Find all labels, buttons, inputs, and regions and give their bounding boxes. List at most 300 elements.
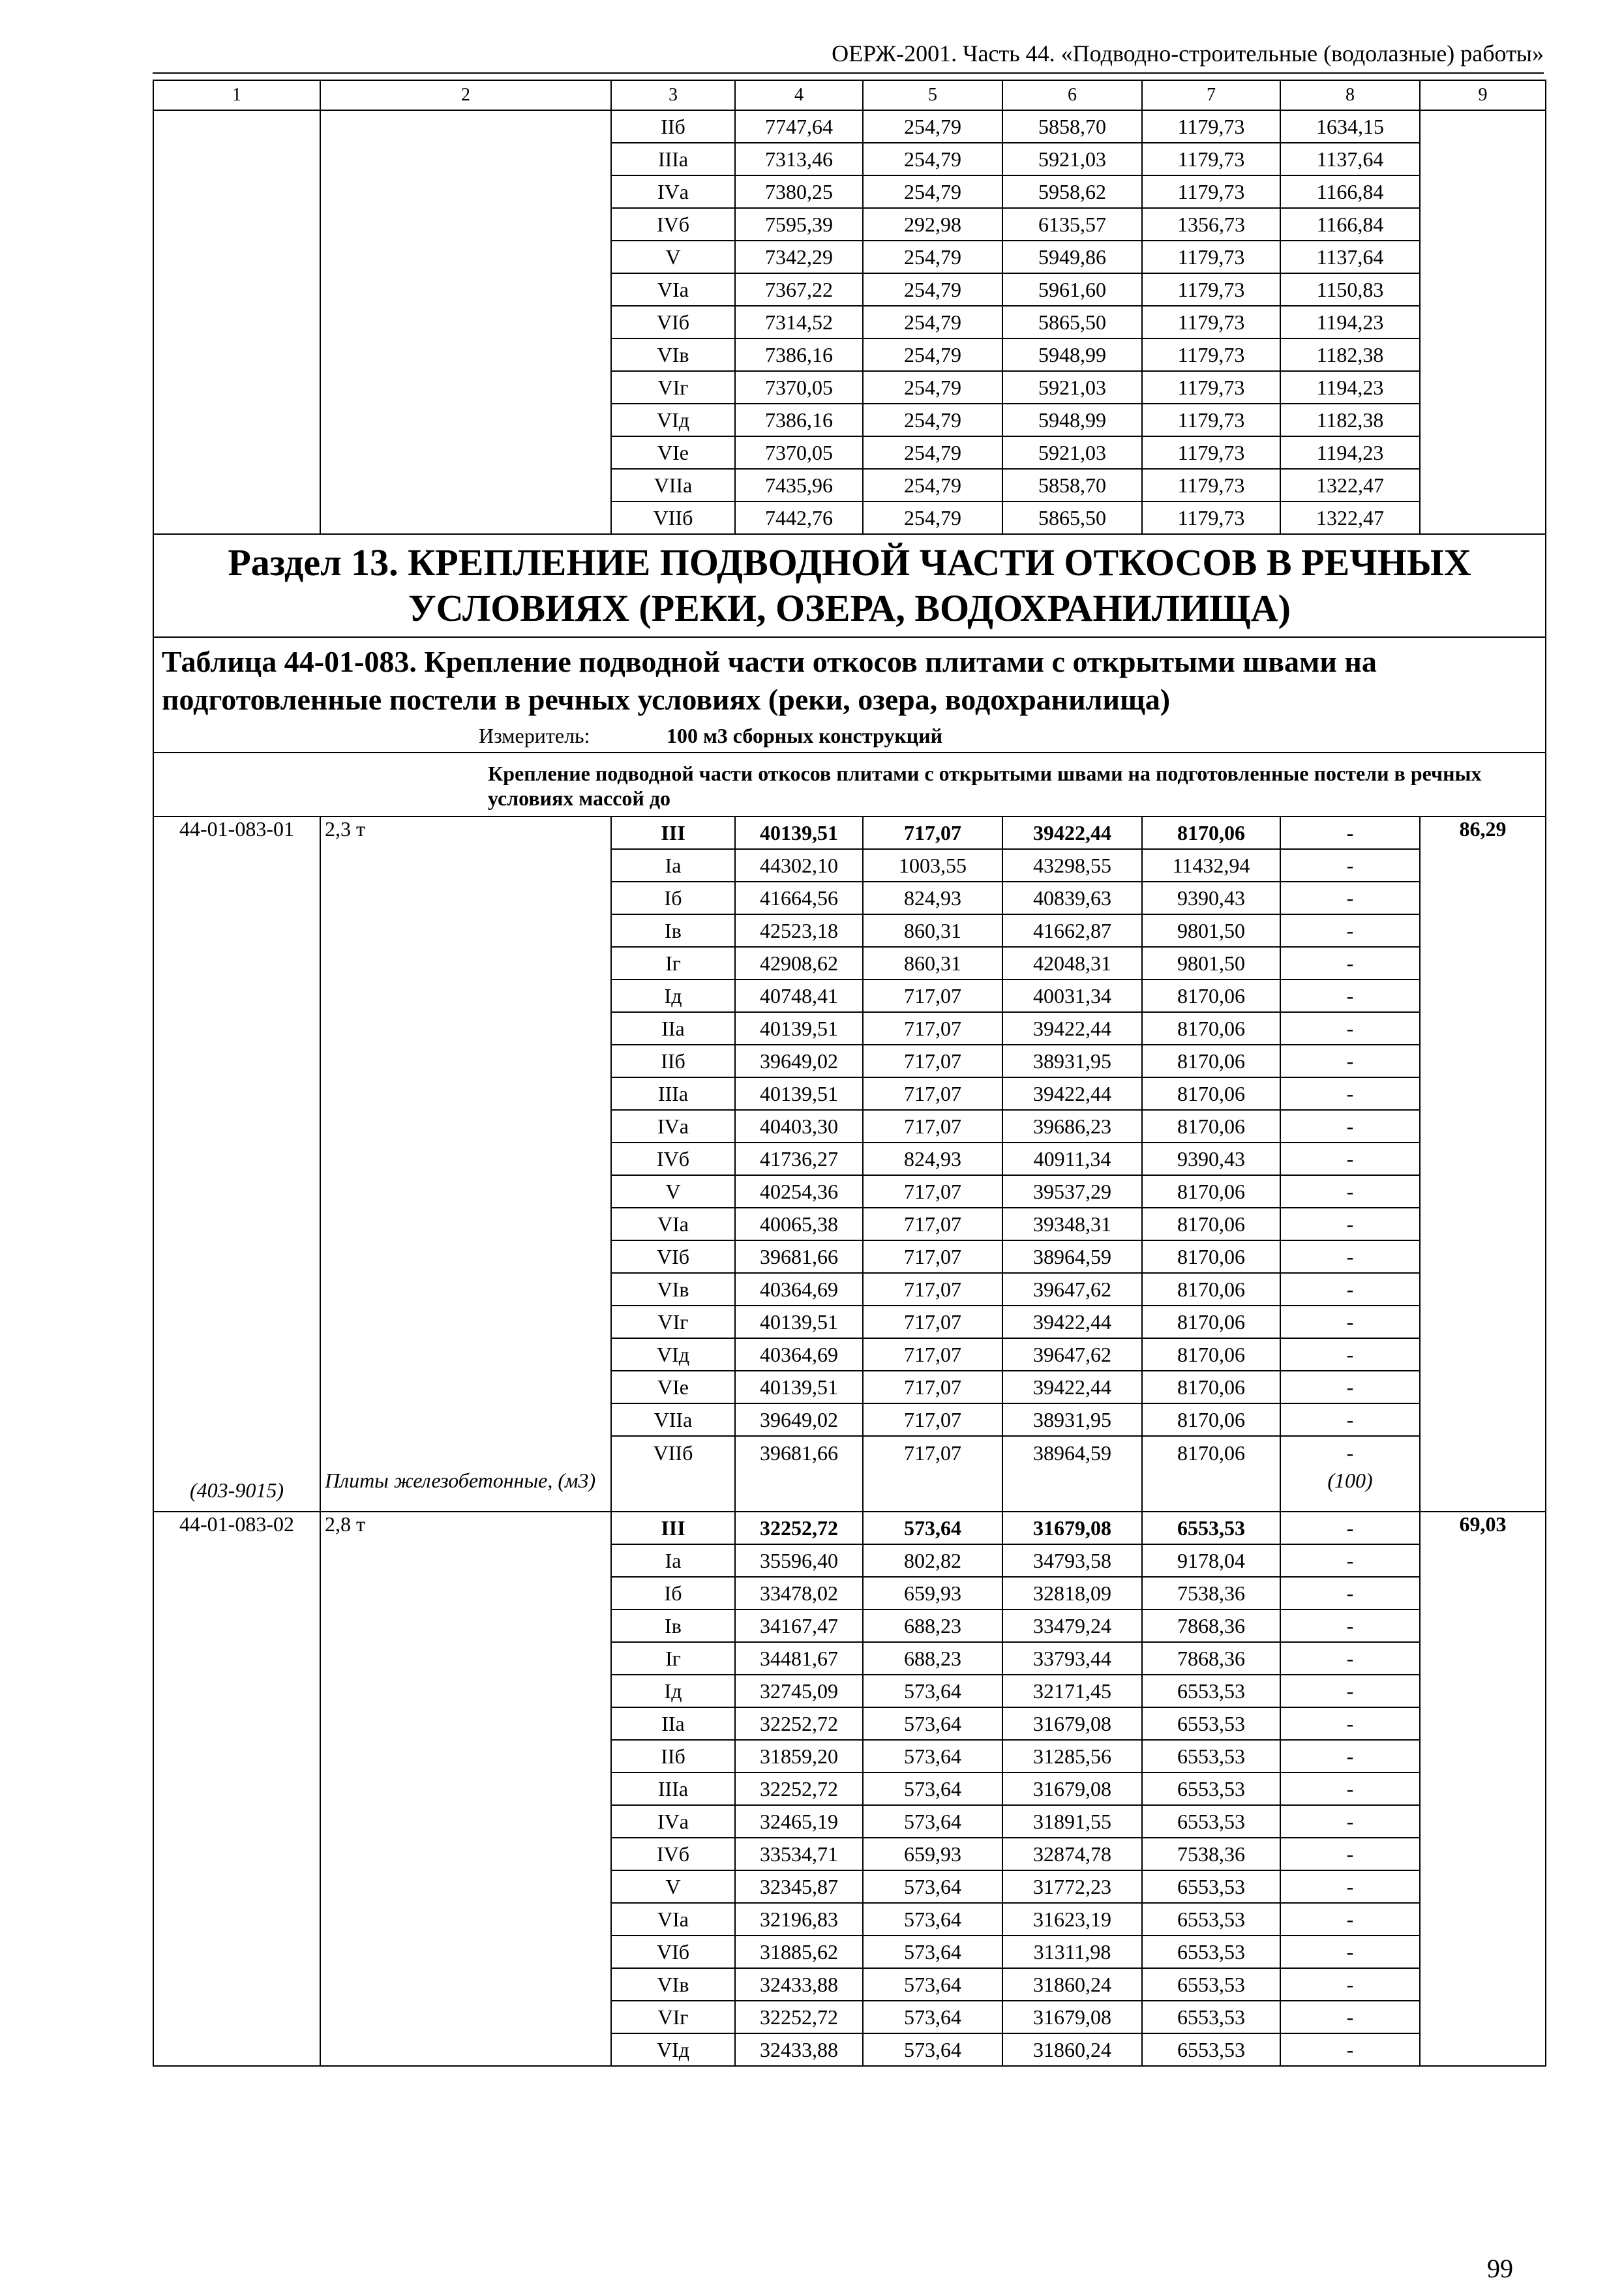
zone-cell: VIе xyxy=(611,436,735,469)
column-number: 7 xyxy=(1142,80,1280,110)
operator-wages-cell: 1179,73 xyxy=(1142,143,1280,175)
machines-cell: 39537,29 xyxy=(1002,1175,1142,1208)
operator-wages-cell: 6553,53 xyxy=(1142,2033,1280,2066)
machines-cell: 6135,57 xyxy=(1002,208,1142,241)
zone-cell: IVа xyxy=(611,1110,735,1143)
operator-wages-cell: 8170,06 xyxy=(1142,1208,1280,1240)
wages-cell: 254,79 xyxy=(863,469,1002,501)
direct-cost-cell: 35596,40 xyxy=(735,1544,863,1577)
zone-cell: VIIа xyxy=(611,1403,735,1436)
materials-cell: - xyxy=(1280,1012,1420,1045)
zone-cell: IVа xyxy=(611,175,735,208)
table-row xyxy=(153,1512,1546,1544)
zone-cell: Iа xyxy=(611,1544,735,1577)
operator-wages-cell: 8170,06 xyxy=(1142,1012,1280,1045)
direct-cost-cell: 32252,72 xyxy=(735,1773,863,1805)
machines-cell: 31679,08 xyxy=(1002,1773,1142,1805)
operator-wages-cell: 6553,53 xyxy=(1142,1675,1280,1707)
operator-wages-cell: 6553,53 xyxy=(1142,1968,1280,2001)
machines-cell: 31860,24 xyxy=(1002,2033,1142,2066)
direct-cost-cell: 32745,09 xyxy=(735,1675,863,1707)
machines-cell: 31891,55 xyxy=(1002,1805,1142,1838)
operator-wages-cell: 8170,06 xyxy=(1142,1045,1280,1077)
wages-cell: 717,07 xyxy=(863,1045,1002,1077)
header-rule xyxy=(153,72,1544,74)
operator-wages-cell: 8170,06 xyxy=(1142,1110,1280,1143)
machines-cell: 5961,60 xyxy=(1002,273,1142,306)
zone-cell: V xyxy=(611,1175,735,1208)
empty-cell xyxy=(735,1469,863,1512)
wages-cell: 717,07 xyxy=(863,1240,1002,1273)
section-row xyxy=(153,534,1546,637)
materials-cell: - xyxy=(1280,882,1420,914)
direct-cost-cell: 41664,56 xyxy=(735,882,863,914)
operator-wages-cell: 1179,73 xyxy=(1142,175,1280,208)
operator-wages-cell: 1179,73 xyxy=(1142,436,1280,469)
table-row xyxy=(153,816,1546,849)
machines-cell: 5865,50 xyxy=(1002,501,1142,534)
wages-cell: 573,64 xyxy=(863,1805,1002,1838)
wages-cell: 717,07 xyxy=(863,1273,1002,1306)
operator-wages-cell: 1179,73 xyxy=(1142,338,1280,371)
wages-cell: 254,79 xyxy=(863,110,1002,143)
zone-cell: IIб xyxy=(611,1045,735,1077)
machines-cell: 38964,59 xyxy=(1002,1436,1142,1469)
machines-cell: 39348,31 xyxy=(1002,1208,1142,1240)
machines-cell: 5948,99 xyxy=(1002,404,1142,436)
materials-cell: - xyxy=(1280,1306,1420,1338)
wages-cell: 659,93 xyxy=(863,1838,1002,1870)
materials-cell: - xyxy=(1280,1609,1420,1642)
machines-cell: 5921,03 xyxy=(1002,143,1142,175)
measure-value: 100 м3 сборных конструкций xyxy=(667,723,943,747)
machines-cell: 39422,44 xyxy=(1002,1371,1142,1403)
zone-cell: VIг xyxy=(611,371,735,404)
wages-cell: 717,07 xyxy=(863,1371,1002,1403)
zone-cell: VIа xyxy=(611,1903,735,1936)
operator-wages-cell: 1179,73 xyxy=(1142,404,1280,436)
column-number: 8 xyxy=(1280,80,1420,110)
direct-cost-cell: 7386,16 xyxy=(735,338,863,371)
materials-cell: - xyxy=(1280,1512,1420,1544)
operator-wages-cell: 7868,36 xyxy=(1142,1642,1280,1675)
operator-wages-cell: 6553,53 xyxy=(1142,2001,1280,2033)
operator-wages-cell: 8170,06 xyxy=(1142,1273,1280,1306)
materials-cell: - xyxy=(1280,1740,1420,1773)
direct-cost-cell: 7314,52 xyxy=(735,306,863,338)
direct-cost-cell: 7435,96 xyxy=(735,469,863,501)
zone-cell: III xyxy=(611,1512,735,1544)
wages-cell: 573,64 xyxy=(863,2033,1002,2066)
zone-cell: Iд xyxy=(611,980,735,1012)
direct-cost-cell: 7313,46 xyxy=(735,143,863,175)
direct-cost-cell: 34481,67 xyxy=(735,1642,863,1675)
zone-cell: VIд xyxy=(611,2033,735,2066)
table-title-row xyxy=(153,637,1546,719)
direct-cost-cell: 40139,51 xyxy=(735,1306,863,1338)
direct-cost-cell: 40254,36 xyxy=(735,1175,863,1208)
direct-cost-cell: 32465,19 xyxy=(735,1805,863,1838)
machines-cell: 41662,87 xyxy=(1002,914,1142,947)
wages-cell: 802,82 xyxy=(863,1544,1002,1577)
operator-wages-cell: 1179,73 xyxy=(1142,306,1280,338)
code-cell: 44-01-083-01 xyxy=(153,816,320,1469)
operator-wages-cell: 1179,73 xyxy=(1142,241,1280,273)
direct-cost-cell: 40364,69 xyxy=(735,1338,863,1371)
materials-cell: - xyxy=(1280,1338,1420,1371)
wages-cell: 717,07 xyxy=(863,1110,1002,1143)
operator-wages-cell: 8170,06 xyxy=(1142,1403,1280,1436)
operator-wages-cell: 8170,06 xyxy=(1142,980,1280,1012)
direct-cost-cell: 39681,66 xyxy=(735,1240,863,1273)
wages-cell: 717,07 xyxy=(863,1208,1002,1240)
material-qty: (100) xyxy=(1280,1469,1420,1512)
measure-cell xyxy=(153,719,1546,753)
materials-cell: - xyxy=(1280,947,1420,980)
materials-cell: - xyxy=(1280,1870,1420,1903)
zone-cell: IIIа xyxy=(611,1773,735,1805)
materials-cell: - xyxy=(1280,1403,1420,1436)
wages-cell: 573,64 xyxy=(863,1870,1002,1903)
direct-cost-cell: 7380,25 xyxy=(735,175,863,208)
direct-cost-cell: 31885,62 xyxy=(735,1936,863,1968)
wages-cell: 824,93 xyxy=(863,882,1002,914)
operator-wages-cell: 6553,53 xyxy=(1142,1707,1280,1740)
materials-cell: - xyxy=(1280,980,1420,1012)
measure-row xyxy=(153,719,1546,753)
column-number: 9 xyxy=(1420,80,1546,110)
materials-cell: 1166,84 xyxy=(1280,175,1420,208)
operator-wages-cell: 6553,53 xyxy=(1142,1805,1280,1838)
zone-cell: IIIа xyxy=(611,1077,735,1110)
wages-cell: 717,07 xyxy=(863,1403,1002,1436)
machines-cell: 5858,70 xyxy=(1002,469,1142,501)
zone-cell: VIб xyxy=(611,1936,735,1968)
machines-cell: 34793,58 xyxy=(1002,1544,1142,1577)
materials-cell: - xyxy=(1280,1045,1420,1077)
machines-cell: 31679,08 xyxy=(1002,1512,1142,1544)
page-number: 99 xyxy=(1487,2254,1513,2283)
materials-cell: - xyxy=(1280,1936,1420,1968)
zone-cell: Iа xyxy=(611,849,735,882)
wages-cell: 573,64 xyxy=(863,1936,1002,1968)
measure-label: Измеритель: xyxy=(479,723,590,747)
materials-cell: 1322,47 xyxy=(1280,469,1420,501)
machines-cell: 5958,62 xyxy=(1002,175,1142,208)
materials-cell: - xyxy=(1280,1838,1420,1870)
column-number: 4 xyxy=(735,80,863,110)
zone-cell: Iб xyxy=(611,882,735,914)
empty-cell xyxy=(863,1469,1002,1512)
table-row xyxy=(153,110,1546,143)
operator-wages-cell: 9801,50 xyxy=(1142,914,1280,947)
rates-table xyxy=(153,80,1546,2067)
direct-cost-cell: 40748,41 xyxy=(735,980,863,1012)
machines-cell: 5921,03 xyxy=(1002,371,1142,404)
material-row xyxy=(153,1469,1546,1512)
materials-cell: 1166,84 xyxy=(1280,208,1420,241)
zone-cell: VIб xyxy=(611,1240,735,1273)
zone-cell: VIд xyxy=(611,404,735,436)
mass-cell: 2,8 т xyxy=(320,1512,611,2066)
machines-cell: 31679,08 xyxy=(1002,2001,1142,2033)
machines-cell: 43298,55 xyxy=(1002,849,1142,882)
zone-cell: VIIб xyxy=(611,501,735,534)
column-number: 1 xyxy=(153,80,320,110)
wages-cell: 254,79 xyxy=(863,306,1002,338)
wages-cell: 573,64 xyxy=(863,1903,1002,1936)
wages-cell: 1003,55 xyxy=(863,849,1002,882)
direct-cost-cell: 39681,66 xyxy=(735,1436,863,1469)
wages-cell: 254,79 xyxy=(863,143,1002,175)
materials-cell: - xyxy=(1280,1143,1420,1175)
zone-cell: VIв xyxy=(611,1968,735,2001)
machines-cell: 31679,08 xyxy=(1002,1707,1142,1740)
zone-cell: Iв xyxy=(611,1609,735,1642)
materials-cell: - xyxy=(1280,1577,1420,1609)
direct-cost-cell: 32252,72 xyxy=(735,1512,863,1544)
wages-cell: 573,64 xyxy=(863,1512,1002,1544)
machines-cell: 39647,62 xyxy=(1002,1273,1142,1306)
machines-cell: 31285,56 xyxy=(1002,1740,1142,1773)
code-cell: 44-01-083-02 xyxy=(153,1512,320,2066)
column-number: 3 xyxy=(611,80,735,110)
materials-cell: - xyxy=(1280,914,1420,947)
operator-wages-cell: 9178,04 xyxy=(1142,1544,1280,1577)
zone-cell: IVб xyxy=(611,1143,735,1175)
materials-cell: 1150,83 xyxy=(1280,273,1420,306)
machines-cell: 39647,62 xyxy=(1002,1338,1142,1371)
materials-cell: - xyxy=(1280,816,1420,849)
zone-cell: IIIа xyxy=(611,143,735,175)
machines-cell: 5865,50 xyxy=(1002,306,1142,338)
machines-cell: 39422,44 xyxy=(1002,1306,1142,1338)
wages-cell: 688,23 xyxy=(863,1642,1002,1675)
column-number: 6 xyxy=(1002,80,1142,110)
wages-cell: 717,07 xyxy=(863,1338,1002,1371)
materials-cell: - xyxy=(1280,1371,1420,1403)
direct-cost-cell: 42523,18 xyxy=(735,914,863,947)
materials-cell: 1634,15 xyxy=(1280,110,1420,143)
zone-cell: Iг xyxy=(611,947,735,980)
materials-cell: - xyxy=(1280,1544,1420,1577)
wages-cell: 254,79 xyxy=(863,371,1002,404)
labor-cell: 69,03 xyxy=(1420,1512,1546,2066)
direct-cost-cell: 32433,88 xyxy=(735,1968,863,2001)
zone-cell: V xyxy=(611,241,735,273)
direct-cost-cell: 33534,71 xyxy=(735,1838,863,1870)
operator-wages-cell: 8170,06 xyxy=(1142,1371,1280,1403)
operator-wages-cell: 6553,53 xyxy=(1142,1512,1280,1544)
machines-cell: 32874,78 xyxy=(1002,1838,1142,1870)
materials-cell: - xyxy=(1280,1436,1420,1469)
machines-cell: 32171,45 xyxy=(1002,1675,1142,1707)
empty-cell xyxy=(1002,1469,1142,1512)
wages-cell: 254,79 xyxy=(863,404,1002,436)
operator-wages-cell: 1179,73 xyxy=(1142,371,1280,404)
materials-cell: 1137,64 xyxy=(1280,143,1420,175)
machines-cell: 40911,34 xyxy=(1002,1143,1142,1175)
wages-cell: 860,31 xyxy=(863,947,1002,980)
direct-cost-cell: 44302,10 xyxy=(735,849,863,882)
machines-cell: 40839,63 xyxy=(1002,882,1142,914)
operator-wages-cell: 1179,73 xyxy=(1142,469,1280,501)
zone-cell: VIд xyxy=(611,1338,735,1371)
work-description: Крепление подводной части откосов плитами с открытыми швами на подготовленные постели в речных условиях массой до xyxy=(153,753,1546,816)
materials-cell: 1182,38 xyxy=(1280,404,1420,436)
wages-cell: 254,79 xyxy=(863,273,1002,306)
machines-cell: 39422,44 xyxy=(1002,1077,1142,1110)
direct-cost-cell: 32252,72 xyxy=(735,2001,863,2033)
operator-wages-cell: 7868,36 xyxy=(1142,1609,1280,1642)
operator-wages-cell: 8170,06 xyxy=(1142,1077,1280,1110)
materials-cell: 1182,38 xyxy=(1280,338,1420,371)
operator-wages-cell: 9390,43 xyxy=(1142,882,1280,914)
zone-cell: IVб xyxy=(611,208,735,241)
wages-cell: 717,07 xyxy=(863,1436,1002,1469)
page-header: ОЕРЖ-2001. Часть 44. «Подводно-строительные (водолазные) работы» xyxy=(832,40,1544,67)
direct-cost-cell: 7747,64 xyxy=(735,110,863,143)
zone-cell: IVб xyxy=(611,1838,735,1870)
direct-cost-cell: 31859,20 xyxy=(735,1740,863,1773)
wages-cell: 254,79 xyxy=(863,241,1002,273)
direct-cost-cell: 42908,62 xyxy=(735,947,863,980)
materials-cell: 1137,64 xyxy=(1280,241,1420,273)
machines-cell: 38931,95 xyxy=(1002,1403,1142,1436)
operator-wages-cell: 8170,06 xyxy=(1142,1306,1280,1338)
materials-cell: - xyxy=(1280,849,1420,882)
wages-cell: 717,07 xyxy=(863,1077,1002,1110)
wages-cell: 717,07 xyxy=(863,816,1002,849)
operator-wages-cell: 8170,06 xyxy=(1142,1240,1280,1273)
operator-wages-cell: 7538,36 xyxy=(1142,1838,1280,1870)
wages-cell: 254,79 xyxy=(863,338,1002,371)
operator-wages-cell: 1179,73 xyxy=(1142,273,1280,306)
machines-cell: 40031,34 xyxy=(1002,980,1142,1012)
direct-cost-cell: 7367,22 xyxy=(735,273,863,306)
machines-cell: 31623,19 xyxy=(1002,1903,1142,1936)
wages-cell: 573,64 xyxy=(863,1675,1002,1707)
code-cell xyxy=(153,110,320,534)
direct-cost-cell: 39649,02 xyxy=(735,1403,863,1436)
machines-cell: 39422,44 xyxy=(1002,816,1142,849)
zone-cell: V xyxy=(611,1870,735,1903)
direct-cost-cell: 40364,69 xyxy=(735,1273,863,1306)
zone-cell: Iд xyxy=(611,1675,735,1707)
wages-cell: 254,79 xyxy=(863,501,1002,534)
operator-wages-cell: 6553,53 xyxy=(1142,1740,1280,1773)
name-cell xyxy=(320,110,611,534)
zone-cell: VIг xyxy=(611,1306,735,1338)
machines-cell: 42048,31 xyxy=(1002,947,1142,980)
materials-cell: - xyxy=(1280,1208,1420,1240)
direct-cost-cell: 7386,16 xyxy=(735,404,863,436)
zone-cell: Iб xyxy=(611,1577,735,1609)
materials-cell: - xyxy=(1280,1175,1420,1208)
material-name: Плиты железобетонные, (м3) xyxy=(320,1469,611,1512)
materials-cell: - xyxy=(1280,1110,1420,1143)
wages-cell: 717,07 xyxy=(863,980,1002,1012)
wages-cell: 573,64 xyxy=(863,1707,1002,1740)
machines-cell: 31772,23 xyxy=(1002,1870,1142,1903)
wages-cell: 573,64 xyxy=(863,1740,1002,1773)
operator-wages-cell: 9390,43 xyxy=(1142,1143,1280,1175)
direct-cost-cell: 40065,38 xyxy=(735,1208,863,1240)
operator-wages-cell: 1179,73 xyxy=(1142,110,1280,143)
materials-cell: 1194,23 xyxy=(1280,306,1420,338)
description-row xyxy=(153,753,1546,816)
wages-cell: 824,93 xyxy=(863,1143,1002,1175)
direct-cost-cell: 41736,27 xyxy=(735,1143,863,1175)
operator-wages-cell: 6553,53 xyxy=(1142,1903,1280,1936)
zone-cell: IIб xyxy=(611,110,735,143)
operator-wages-cell: 6553,53 xyxy=(1142,1773,1280,1805)
empty-cell xyxy=(611,1469,735,1512)
zone-cell: IVа xyxy=(611,1805,735,1838)
wages-cell: 717,07 xyxy=(863,1175,1002,1208)
material-code: (403-9015) xyxy=(153,1469,320,1512)
zone-cell: Iг xyxy=(611,1642,735,1675)
materials-cell: - xyxy=(1280,1675,1420,1707)
materials-cell: - xyxy=(1280,1773,1420,1805)
direct-cost-cell: 7370,05 xyxy=(735,371,863,404)
zone-cell: VIIб xyxy=(611,1436,735,1469)
section-title: Раздел 13. КРЕПЛЕНИЕ ПОДВОДНОЙ ЧАСТИ ОТКОСОВ В РЕЧНЫХ УСЛОВИЯХ (РЕКИ, ОЗЕРА, ВОДОХРАНИЛИЩА) xyxy=(153,534,1546,637)
direct-cost-cell: 40139,51 xyxy=(735,1371,863,1403)
table-title: Таблица 44-01-083. Крепление подводной части откосов плитами с открытыми швами на подготовленные постели в речных условиях (реки, озера, водохранилища) xyxy=(153,637,1546,719)
wages-cell: 717,07 xyxy=(863,1012,1002,1045)
zone-cell: VIв xyxy=(611,338,735,371)
direct-cost-cell: 32252,72 xyxy=(735,1707,863,1740)
direct-cost-cell: 40139,51 xyxy=(735,816,863,849)
machines-cell: 5921,03 xyxy=(1002,436,1142,469)
operator-wages-cell: 11432,94 xyxy=(1142,849,1280,882)
zone-cell: VIг xyxy=(611,2001,735,2033)
operator-wages-cell: 6553,53 xyxy=(1142,1870,1280,1903)
zone-cell: IIб xyxy=(611,1740,735,1773)
direct-cost-cell: 40139,51 xyxy=(735,1012,863,1045)
direct-cost-cell: 39649,02 xyxy=(735,1045,863,1077)
wages-cell: 860,31 xyxy=(863,914,1002,947)
wages-cell: 688,23 xyxy=(863,1609,1002,1642)
operator-wages-cell: 1356,73 xyxy=(1142,208,1280,241)
zone-cell: VIе xyxy=(611,1371,735,1403)
materials-cell: - xyxy=(1280,1077,1420,1110)
machines-cell: 33793,44 xyxy=(1002,1642,1142,1675)
machines-cell: 33479,24 xyxy=(1002,1609,1142,1642)
machines-cell: 39686,23 xyxy=(1002,1110,1142,1143)
mass-cell: 2,3 т xyxy=(320,816,611,1469)
wages-cell: 573,64 xyxy=(863,1773,1002,1805)
direct-cost-cell: 7595,39 xyxy=(735,208,863,241)
machines-cell: 39422,44 xyxy=(1002,1012,1142,1045)
wages-cell: 292,98 xyxy=(863,208,1002,241)
machines-cell: 5948,99 xyxy=(1002,338,1142,371)
labor-cell: 86,29 xyxy=(1420,816,1546,1512)
column-number-row xyxy=(153,80,1546,110)
wages-cell: 659,93 xyxy=(863,1577,1002,1609)
operator-wages-cell: 7538,36 xyxy=(1142,1577,1280,1609)
materials-cell: - xyxy=(1280,1273,1420,1306)
wages-cell: 573,64 xyxy=(863,1968,1002,2001)
materials-cell: - xyxy=(1280,1707,1420,1740)
zone-cell: IIа xyxy=(611,1707,735,1740)
column-number: 5 xyxy=(863,80,1002,110)
zone-cell: Iв xyxy=(611,914,735,947)
operator-wages-cell: 8170,06 xyxy=(1142,1175,1280,1208)
direct-cost-cell: 40403,30 xyxy=(735,1110,863,1143)
direct-cost-cell: 32196,83 xyxy=(735,1903,863,1936)
